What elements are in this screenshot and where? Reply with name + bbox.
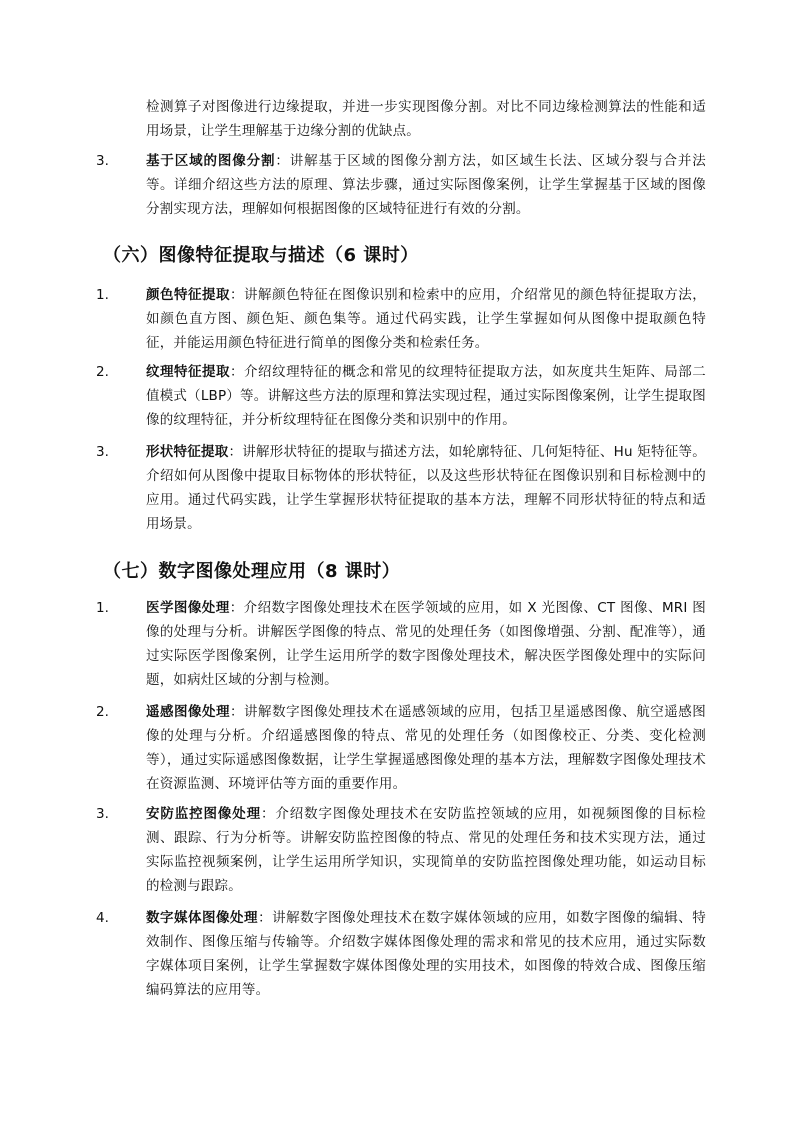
list-item [96,906,706,1002]
list-item-body [146,802,706,898]
list-item-body [146,700,706,796]
continuation-paragraph: 检测算子对图像进行边缘提取，并进一步实现图像分割。对比不同边缘检测算法的性能和适用场景，让学生理解基于边缘分割的优缺点。 [146,99,706,139]
item-term: 形状特征提取 [146,444,229,460]
list-item-body [146,283,706,355]
list-number: 2. [96,704,109,720]
item-term: 数字媒体图像处理 [146,910,259,926]
list-item [96,802,706,898]
item-text: ：介绍纹理特征的概念和常见的纹理特征提取方法，如灰度共生矩阵、局部二值模式（LBP）等。讲解这些方法的原理和算法实现过程，通过实际图像案例，让学生提取图像的纹理特征，并分析纹理特征在图像分类和识别中的作用。 [146,364,706,428]
list-item-body [146,440,706,536]
list-item-body [146,149,706,221]
item-text: ：讲解颜色特征在图像识别和检索中的应用，介绍常见的颜色特征提取方法，如颜色直方图、颜色矩、颜色集等。通过代码实践，让学生掌握如何从图像中提取颜色特征，并能运用颜色特征进行简单的图像分类和检索任务。 [146,287,706,351]
list-number: 3. [96,806,109,822]
list-number: 1. [96,600,109,616]
item-term: 颜色特征提取 [146,287,231,303]
item-term: 纹理特征提取 [146,364,231,380]
item-term: 基于区域的图像分割 [146,153,276,169]
section-heading-6: （六）图像特征提取与描述（6 课时） [103,245,419,266]
section-heading-7: （七）数字图像处理应用（8 课时） [103,561,401,582]
list-item-body [146,906,706,1002]
list-item [96,360,706,432]
item-term: 遥感图像处理 [146,704,231,720]
list-item-body [146,596,706,692]
list-item [96,283,706,355]
list-number: 3. [96,444,109,460]
item-term: 医学图像处理 [146,600,230,616]
list-item [96,440,706,536]
list-item [96,596,706,692]
list-number: 1. [96,287,109,303]
item-text: ：讲解数字图像处理技术在数字媒体领域的应用，如数字图像的编辑、特效制作、图像压缩与传输等。介绍数字媒体图像处理的需求和常见的技术应用，通过实际数字媒体项目案例，让学生掌握数字媒体图像处理的实用技术，如图像的特效合成、图像压缩编码算法的应用等。 [146,910,706,998]
list-item [96,700,706,796]
list-number: 4. [96,910,109,926]
list-item [96,149,706,221]
item-text: ：介绍数字图像处理技术在安防监控领域的应用，如视频图像的目标检测、跟踪、行为分析等。讲解安防监控图像的特点、常见的处理任务和技术实现方法，通过实际监控视频案例，让学生运用所学知识，实现简单的安防监控图像处理功能，如运动目标的检测与跟踪。 [146,806,706,894]
item-text: ：讲解形状特征的提取与描述方法，如轮廓特征、几何矩特征、Hu 矩特征等。介绍如何从图像中提取目标物体的形状特征，以及这些形状特征在图像识别和目标检测中的应用。通过代码实践，让学生掌握形状特征提取的基本方法，理解不同形状特征的特点和适用场景。 [146,444,707,532]
list-number: 3. [96,153,109,169]
list-item-body [146,360,706,432]
item-text: ：讲解数字图像处理技术在遥感领域的应用，包括卫星遥感图像、航空遥感图像的处理与分析。介绍遥感图像的特点、常见的处理任务（如图像校正、分类、变化检测等），通过实际遥感图像数据，让学生掌握遥感图像处理的基本方法，理解数字图像处理技术在资源监测、环境评估等方面的重要作用。 [146,704,706,792]
item-term: 安防监控图像处理 [146,806,262,822]
item-text: ：介绍数字图像处理技术在医学领域的应用，如 X 光图像、CT 图像、MRI 图像的处理与分析。讲解医学图像的特点、常见的处理任务（如图像增强、分割、配准等），通过实际医学图像案例，让学生运用所学的数字图像处理技术，解决医学图像处理中的实际问题，如病灶区域的分割与检测。 [146,600,706,688]
list-number: 2. [96,364,109,380]
item-text: ：讲解基于区域的图像分割方法，如区域生长法、区域分裂与合并法等。详细介绍这些方法的原理、算法步骤，通过实际图像案例，让学生掌握基于区域的图像分割实现方法，理解如何根据图像的区域特征进行有效的分割。 [146,153,706,217]
